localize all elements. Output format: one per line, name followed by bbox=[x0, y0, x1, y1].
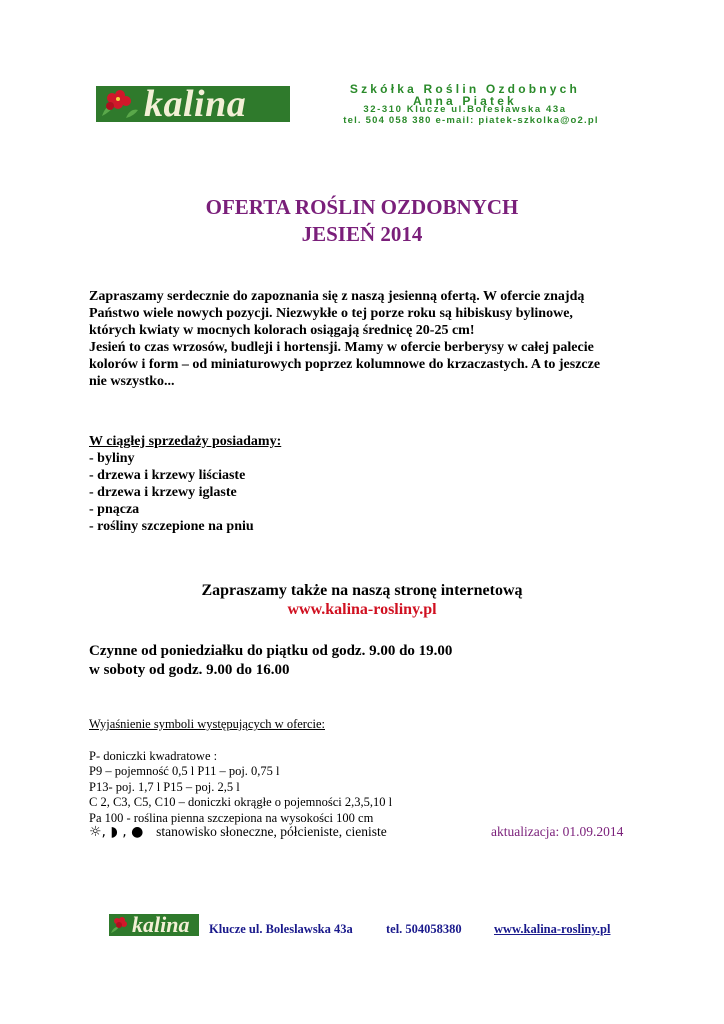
list-item: - byliny bbox=[89, 451, 135, 466]
page-title: OFERTA ROŚLIN OZDOBNYCH bbox=[205, 195, 519, 219]
intro-line: nie wszystko... bbox=[89, 374, 175, 389]
logo-text: kalina bbox=[144, 83, 247, 125]
footer-link[interactable]: www.kalina-rosliny.pl bbox=[494, 922, 611, 936]
footer-address: Klucze ul. Boleslawska 43a bbox=[209, 922, 353, 936]
company-name: Szkółka Roślin Ozdobnych bbox=[349, 82, 581, 96]
intro-line: kolorów i form – od miniaturowych poprzez kolumnowe do krzaczastych. A to jeszcze bbox=[89, 357, 601, 372]
sale-list bbox=[89, 433, 489, 535]
legend-line: C 2, C3, C5, C10 – doniczki okrągłe o pojemności 2,3,5,10 l bbox=[89, 795, 393, 809]
footer-logo bbox=[109, 914, 199, 936]
hours-saturday: w soboty od godz. 9.00 do 16.00 bbox=[89, 662, 290, 678]
legend-line: P- doniczki kwadratowe : bbox=[89, 748, 218, 763]
legend-line: P9 – pojemność 0,5 l P11 – poj. 0,75 l bbox=[89, 764, 280, 778]
footer-logo-text: kalina bbox=[132, 912, 190, 937]
opening-hours bbox=[89, 642, 452, 680]
intro-line: Państwo wiele nowych pozycji. Niezwykłe o tej porze roku są hibiskusy bylinowe, bbox=[89, 306, 573, 321]
website-link[interactable]: www.kalina-rosliny.pl bbox=[287, 601, 437, 618]
list-item: - pnącza bbox=[89, 502, 140, 517]
company-contact: tel. 504 058 380 e-mail: piatek-szkolka@o2.pl bbox=[343, 115, 599, 126]
legend-heading: Wyjaśnienie symboli występujących w ofercie: bbox=[89, 717, 325, 731]
flower-icon bbox=[96, 86, 142, 122]
list-item: - rośliny szczepione na pniu bbox=[89, 519, 254, 534]
company-address: 32-310 Klucze ul.Bolesławska 43a bbox=[363, 104, 567, 115]
sun-shade-icons: ☼, ◗ , ● bbox=[89, 824, 144, 840]
footer-phone: tel. 504058380 bbox=[386, 922, 462, 936]
symbol-legend bbox=[89, 717, 392, 826]
legend-line: P13- poj. 1,7 l P15 – poj. 2,5 l bbox=[89, 779, 240, 794]
page-subtitle: JESIEŃ 2014 bbox=[301, 222, 423, 246]
symbols-description: stanowisko słoneczne, półcieniste, cieniste bbox=[156, 824, 387, 839]
light-symbols-row bbox=[89, 824, 387, 840]
list-item: - drzewa i krzewy iglaste bbox=[89, 485, 237, 500]
kalina-logo bbox=[96, 83, 290, 125]
intro-line: Zapraszamy serdecznie do zapoznania się z naszą jesienną ofertą. W ofercie znajdą bbox=[89, 289, 585, 304]
owner-name: Anna Piątek bbox=[413, 94, 517, 108]
hours-weekdays: Czynne od poniedziałku do piątku od godz. 9.00 do 19.00 bbox=[89, 643, 453, 659]
sale-heading: W ciągłej sprzedaży posiadamy: bbox=[89, 434, 282, 449]
list-item: - drzewa i krzewy liściaste bbox=[89, 468, 246, 483]
update-date: aktualizacja: 01.09.2014 bbox=[491, 824, 624, 839]
intro-paragraph bbox=[89, 288, 649, 390]
legend-line: Pa 100 - roślina pienna szczepiona na wysokości 100 cm bbox=[89, 810, 374, 825]
website-invite: Zapraszamy także na naszą stronę internetową bbox=[201, 582, 523, 599]
intro-line: których kwiaty w mocnych kolorach osiągają średnicę 20-25 cm! bbox=[89, 323, 475, 338]
flower-icon bbox=[109, 914, 131, 936]
intro-line: Jesień to czas wrzosów, budleji i hortensji. Mamy w ofercie berberysy w całej palecie bbox=[89, 340, 594, 355]
